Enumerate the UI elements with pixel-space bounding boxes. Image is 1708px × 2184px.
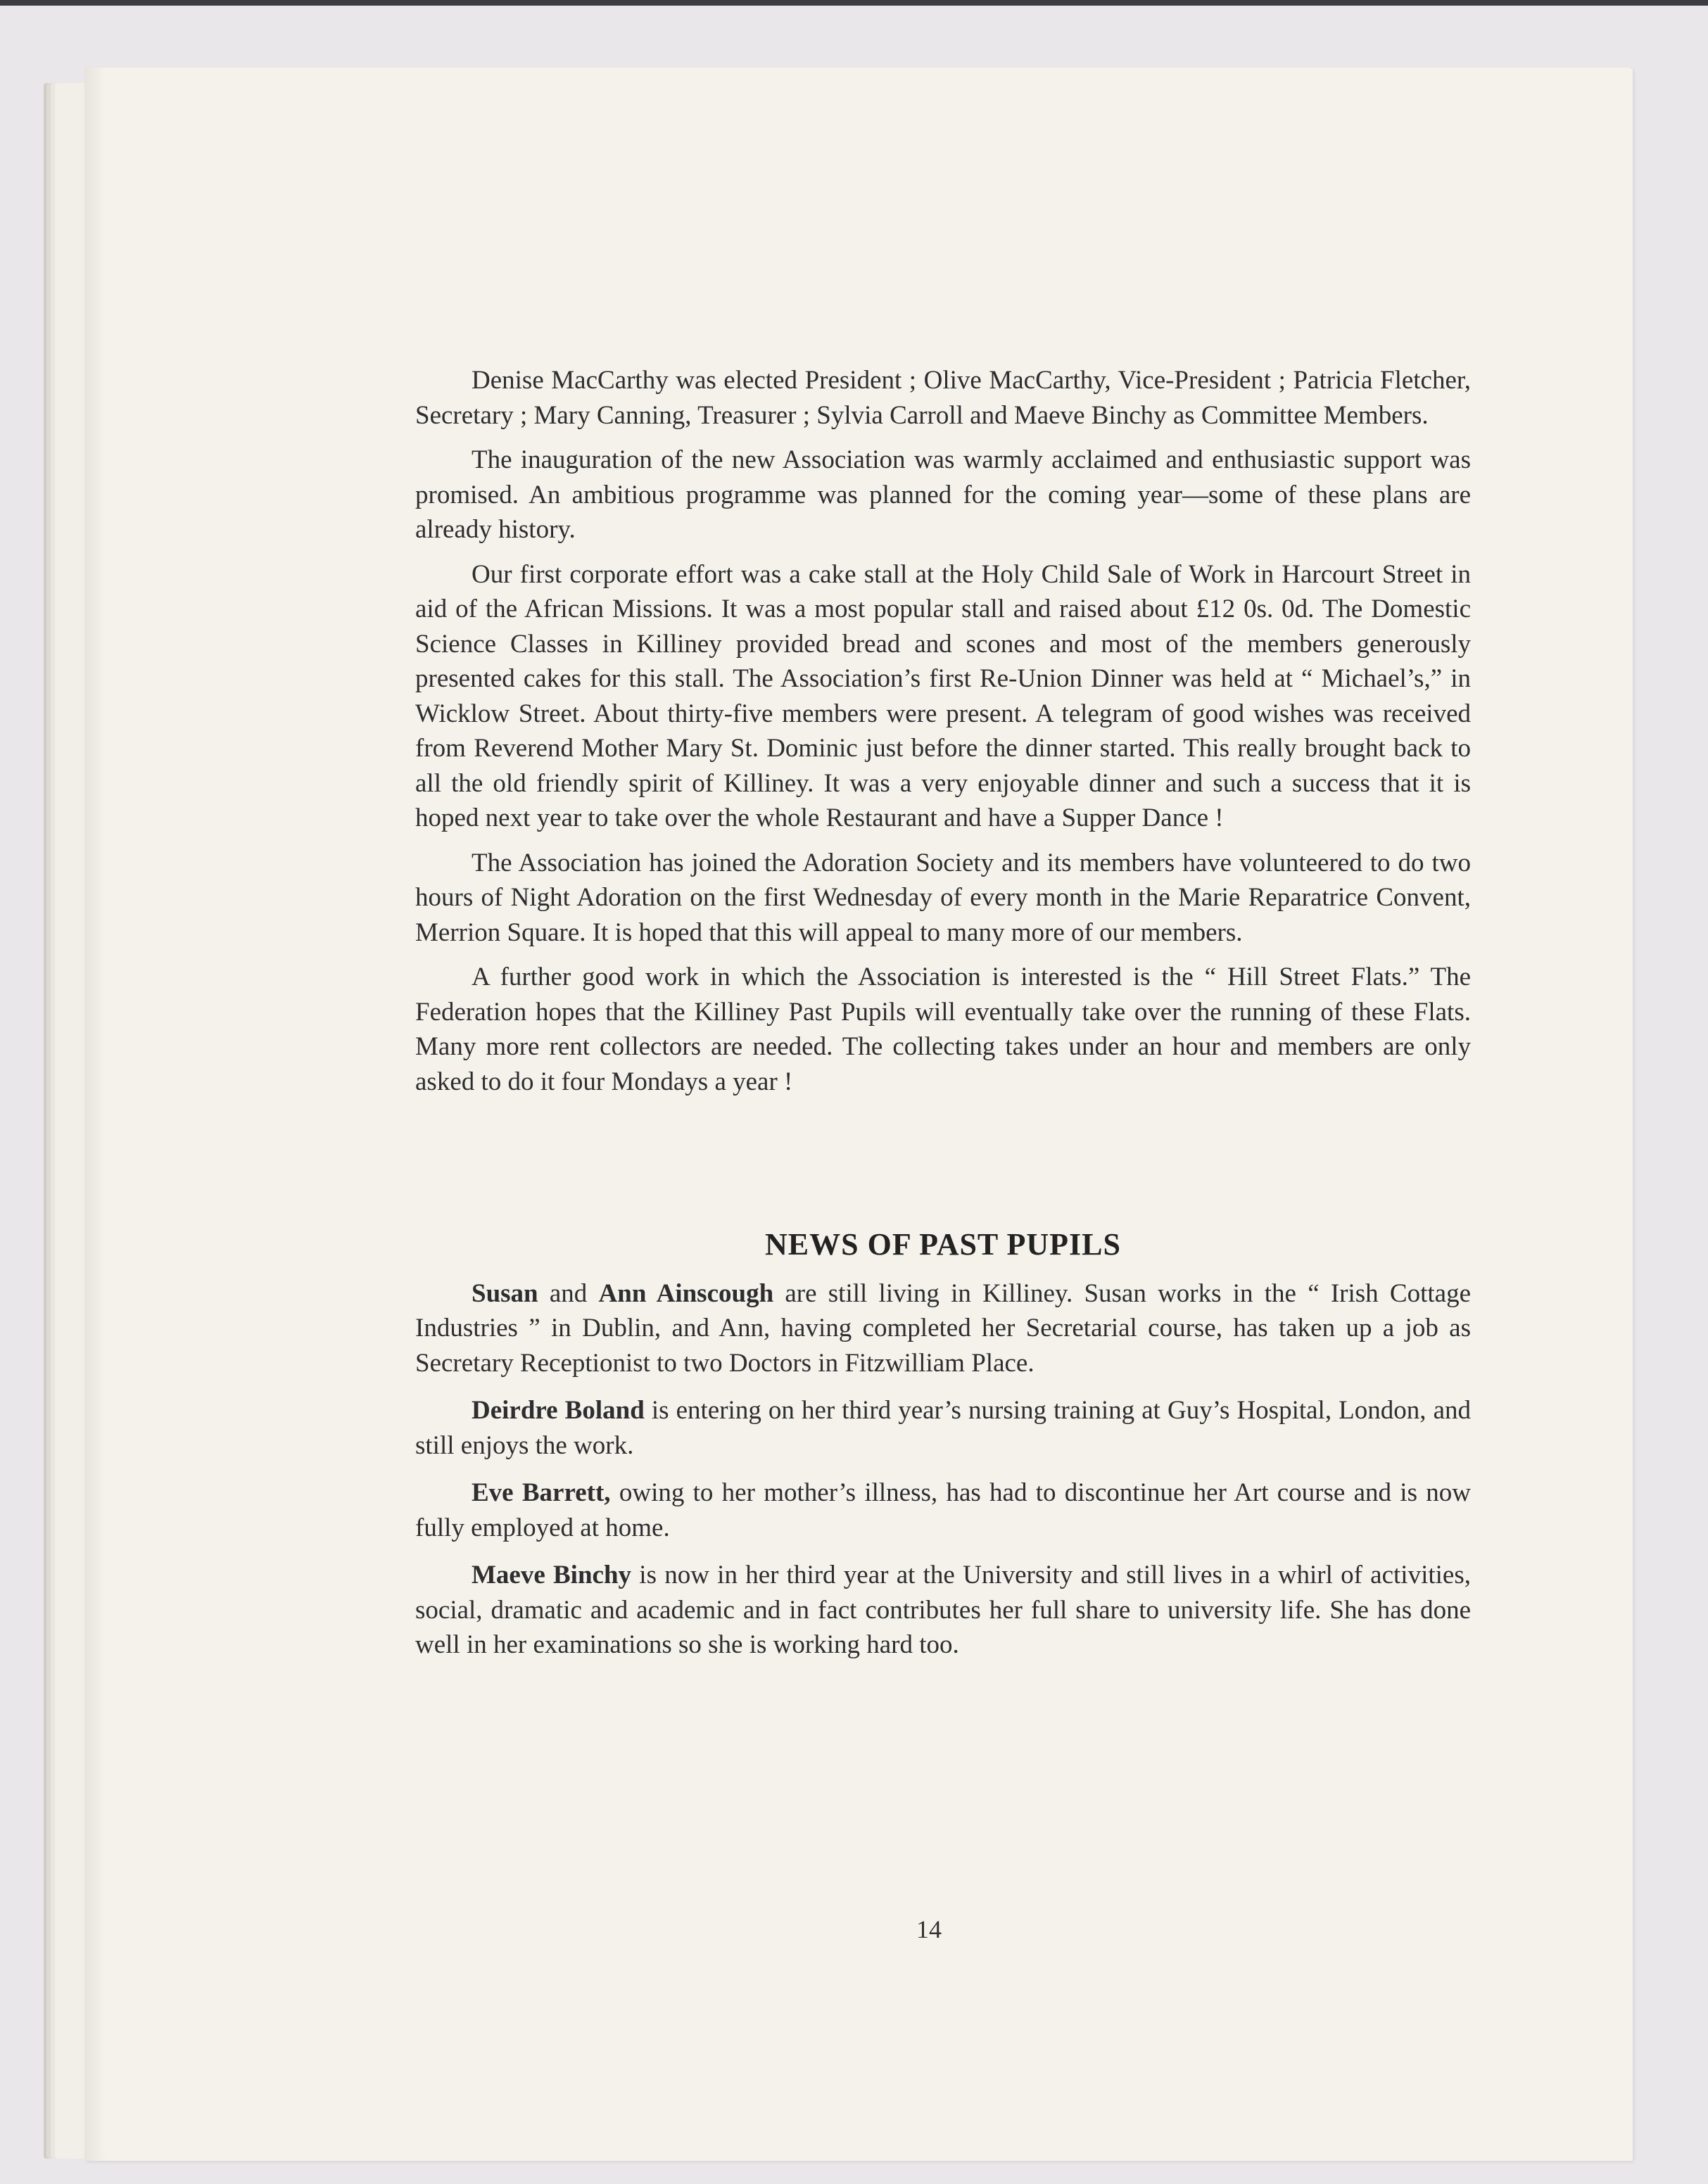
news-entry [415, 1393, 1471, 1463]
page-body [415, 363, 1471, 1675]
entry-text: is entering on her third year’s nursing training at Guy’s Hospital, London, and still enjoys the work. [415, 1396, 1471, 1460]
page-binding-shadow [84, 68, 106, 2161]
paragraph: A further good work in which the Association is interested is the “ Hill Street Flats.” The Federation hopes that the Killiney Past Pupils will eventually take over the running of these Flats. Many more rent collectors are needed. The collecting takes under an hour and members are only asked to do it four Mondays a year ! [415, 963, 1471, 1096]
news-entry [415, 1276, 1471, 1381]
entry-text: owing to her mother’s illness, has had to discontinue her Art course and is now fully employed at home. [415, 1478, 1471, 1542]
conjunction: and [538, 1278, 599, 1308]
pupil-name: Ann Ainscough [598, 1278, 774, 1308]
pupil-name: Maeve Binchy [472, 1561, 632, 1589]
pupil-name: Eve Barrett, [472, 1478, 611, 1507]
entry-text: is now in her third year at the University and still lives in a whirl of activities, social, dramatic and academic and in fact contributes her full share to university life. She has done well in her examinations so she is working hard too. [415, 1561, 1471, 1659]
news-entry [415, 1475, 1471, 1545]
pupil-name: Deirdre Boland [472, 1396, 645, 1425]
paragraph: Denise MacCarthy was elected President ; Olive MacCarthy, Vice-President ; Patricia Fletcher, Secretary ; Mary Canning, Treasurer ; Sylvia Carroll and Maeve Binchy as Committee Members. [415, 366, 1471, 430]
scan-top-border [0, 0, 1708, 6]
paragraph: The Association has joined the Adoration Society and its members have volunteered to do two hours of Night Adoration on the first Wednesday of every month in the Marie Reparatrice Convent, Merrion Square. It is hoped that this will appeal to many more of our members. [415, 848, 1471, 947]
pupil-name: Susan [472, 1278, 538, 1308]
news-of-past-pupils [415, 1276, 1471, 1663]
section-heading: NEWS OF PAST PUPILS [765, 1227, 1121, 1262]
paragraph: The inauguration of the new Association was warmly acclaimed and enthusiastic support was promised. An ambitious programme was planned for the coming year—some of these plans are already history. [415, 445, 1471, 544]
entry-text: are still living in Killiney. Susan works in the “ Irish Cottage Industries ” in Dublin, and Ann, having completed her Secretarial course, has taken up a job as Secretary Receptionist to two Doctors in Fitzwilliam Place. [415, 1278, 1471, 1378]
association-report [415, 363, 1471, 1099]
page-number: 14 [916, 1915, 942, 1943]
paragraph: Our first corporate effort was a cake stall at the Holy Child Sale of Work in Harcourt Street in aid of the African Missions. It was a most popular stall and raised about £12 0s. 0d. The Domestic Science Classes in Killiney provided bread and scones and most of the members generously presented cakes for this stall. The Association’s first Re-Union Dinner was held at “ Michael’s,” in Wicklow Street. About thirty-five members were present. A telegram of good wishes was received from Reverend Mother Mary St. Dominic just before the dinner started. This really brought back to all the old friendly spirit of Killiney. It was a very enjoyable dinner and such a success that it is hoped next year to take over the whole Restaurant and have a Supper Dance ! [415, 559, 1471, 832]
document-page [84, 68, 1633, 2161]
news-entry [415, 1558, 1471, 1663]
